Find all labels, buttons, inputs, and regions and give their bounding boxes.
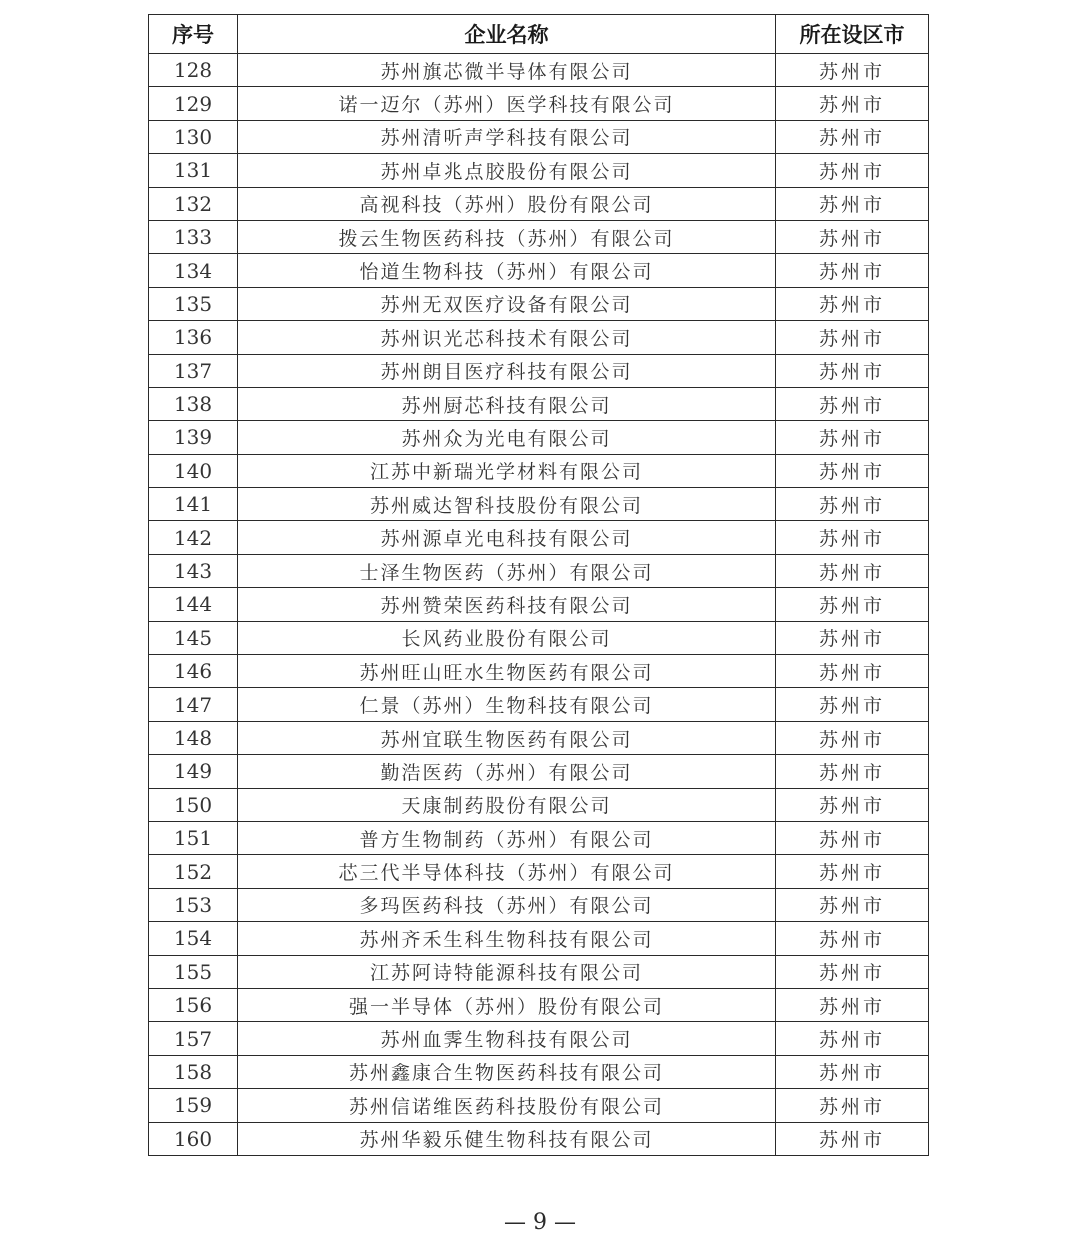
table-row xyxy=(149,1055,929,1088)
table-row xyxy=(149,120,929,153)
row-city: 苏州市 xyxy=(776,54,929,87)
row-index: 157 xyxy=(149,1022,238,1055)
row-index: 159 xyxy=(149,1089,238,1122)
row-company-name: 仁景（苏州）生物科技有限公司 xyxy=(238,688,776,721)
row-index: 143 xyxy=(149,554,238,587)
page-number: — 9 — xyxy=(504,1210,576,1235)
row-index: 152 xyxy=(149,855,238,888)
row-company-name: 苏州旗芯微半导体有限公司 xyxy=(238,54,776,87)
table-row xyxy=(149,421,929,454)
row-company-name: 苏州厨芯科技有限公司 xyxy=(238,387,776,420)
table-row xyxy=(149,888,929,921)
row-company-name: 苏州信诺维医药科技股份有限公司 xyxy=(238,1089,776,1122)
row-company-name: 苏州众为光电有限公司 xyxy=(238,421,776,454)
table-row xyxy=(149,655,929,688)
row-index: 132 xyxy=(149,187,238,220)
table-row xyxy=(149,287,929,320)
row-city: 苏州市 xyxy=(776,154,929,187)
table-row xyxy=(149,554,929,587)
row-city: 苏州市 xyxy=(776,488,929,521)
row-company-name: 江苏阿诗特能源科技有限公司 xyxy=(238,955,776,988)
row-index: 144 xyxy=(149,588,238,621)
row-city: 苏州市 xyxy=(776,554,929,587)
row-city: 苏州市 xyxy=(776,621,929,654)
table-row xyxy=(149,220,929,253)
row-index: 160 xyxy=(149,1122,238,1155)
row-company-name: 苏州旺山旺水生物医药有限公司 xyxy=(238,655,776,688)
table-row xyxy=(149,855,929,888)
row-company-name: 苏州威达智科技股份有限公司 xyxy=(238,488,776,521)
header-row xyxy=(149,15,929,54)
table-row xyxy=(149,87,929,120)
table-body xyxy=(149,54,929,1156)
row-index: 141 xyxy=(149,488,238,521)
table-row xyxy=(149,988,929,1021)
row-index: 154 xyxy=(149,922,238,955)
row-index: 131 xyxy=(149,154,238,187)
row-city: 苏州市 xyxy=(776,421,929,454)
table-row xyxy=(149,488,929,521)
row-index: 136 xyxy=(149,321,238,354)
row-index: 148 xyxy=(149,721,238,754)
row-index: 158 xyxy=(149,1055,238,1088)
row-city: 苏州市 xyxy=(776,788,929,821)
row-city: 苏州市 xyxy=(776,321,929,354)
row-city: 苏州市 xyxy=(776,187,929,220)
row-index: 140 xyxy=(149,454,238,487)
row-index: 133 xyxy=(149,220,238,253)
row-city: 苏州市 xyxy=(776,1022,929,1055)
row-company-name: 苏州宜联生物医药有限公司 xyxy=(238,721,776,754)
table-row xyxy=(149,721,929,754)
table-row xyxy=(149,354,929,387)
row-city: 苏州市 xyxy=(776,87,929,120)
row-index: 150 xyxy=(149,788,238,821)
table-row xyxy=(149,588,929,621)
row-company-name: 苏州赞荣医药科技有限公司 xyxy=(238,588,776,621)
row-city: 苏州市 xyxy=(776,888,929,921)
row-index: 137 xyxy=(149,354,238,387)
row-company-name: 苏州无双医疗设备有限公司 xyxy=(238,287,776,320)
row-company-name: 苏州源卓光电科技有限公司 xyxy=(238,521,776,554)
row-index: 139 xyxy=(149,421,238,454)
header-index: 序号 xyxy=(149,15,238,54)
table-row xyxy=(149,154,929,187)
table-row xyxy=(149,788,929,821)
row-company-name: 诺一迈尔（苏州）医学科技有限公司 xyxy=(238,87,776,120)
row-index: 146 xyxy=(149,655,238,688)
table-row xyxy=(149,521,929,554)
table-row xyxy=(149,1122,929,1155)
row-index: 129 xyxy=(149,87,238,120)
table-row xyxy=(149,755,929,788)
row-company-name: 苏州华毅乐健生物科技有限公司 xyxy=(238,1122,776,1155)
row-company-name: 苏州卓兆点胶股份有限公司 xyxy=(238,154,776,187)
row-index: 128 xyxy=(149,54,238,87)
row-company-name: 苏州血霁生物科技有限公司 xyxy=(238,1022,776,1055)
table-row xyxy=(149,621,929,654)
row-company-name: 普方生物制药（苏州）有限公司 xyxy=(238,821,776,854)
row-city: 苏州市 xyxy=(776,1055,929,1088)
row-company-name: 江苏中新瑞光学材料有限公司 xyxy=(238,454,776,487)
row-company-name: 士泽生物医药（苏州）有限公司 xyxy=(238,554,776,587)
row-index: 138 xyxy=(149,387,238,420)
row-city: 苏州市 xyxy=(776,922,929,955)
row-city: 苏州市 xyxy=(776,120,929,153)
table-row xyxy=(149,321,929,354)
table-row xyxy=(149,454,929,487)
enterprise-table xyxy=(148,14,929,1156)
row-city: 苏州市 xyxy=(776,721,929,754)
row-index: 149 xyxy=(149,755,238,788)
row-city: 苏州市 xyxy=(776,855,929,888)
row-company-name: 多玛医药科技（苏州）有限公司 xyxy=(238,888,776,921)
row-city: 苏州市 xyxy=(776,588,929,621)
row-city: 苏州市 xyxy=(776,755,929,788)
row-company-name: 勤浩医药（苏州）有限公司 xyxy=(238,755,776,788)
table-row xyxy=(149,922,929,955)
table-row xyxy=(149,821,929,854)
row-company-name: 拨云生物医药科技（苏州）有限公司 xyxy=(238,220,776,253)
row-city: 苏州市 xyxy=(776,454,929,487)
row-index: 145 xyxy=(149,621,238,654)
row-company-name: 怡道生物科技（苏州）有限公司 xyxy=(238,254,776,287)
row-company-name: 长风药业股份有限公司 xyxy=(238,621,776,654)
table-row xyxy=(149,54,929,87)
row-company-name: 芯三代半导体科技（苏州）有限公司 xyxy=(238,855,776,888)
row-company-name: 高视科技（苏州）股份有限公司 xyxy=(238,187,776,220)
table-row xyxy=(149,688,929,721)
row-city: 苏州市 xyxy=(776,821,929,854)
row-company-name: 苏州朗目医疗科技有限公司 xyxy=(238,354,776,387)
table-row xyxy=(149,1022,929,1055)
header-company-name: 企业名称 xyxy=(238,15,776,54)
table-row xyxy=(149,1089,929,1122)
row-city: 苏州市 xyxy=(776,988,929,1021)
table-row xyxy=(149,387,929,420)
header-city: 所在设区市 xyxy=(776,15,929,54)
row-company-name: 强一半导体（苏州）股份有限公司 xyxy=(238,988,776,1021)
row-index: 147 xyxy=(149,688,238,721)
row-city: 苏州市 xyxy=(776,521,929,554)
row-city: 苏州市 xyxy=(776,955,929,988)
row-city: 苏州市 xyxy=(776,254,929,287)
row-company-name: 苏州鑫康合生物医药科技有限公司 xyxy=(238,1055,776,1088)
row-city: 苏州市 xyxy=(776,387,929,420)
row-company-name: 苏州清听声学科技有限公司 xyxy=(238,120,776,153)
row-city: 苏州市 xyxy=(776,1089,929,1122)
row-city: 苏州市 xyxy=(776,220,929,253)
row-index: 155 xyxy=(149,955,238,988)
row-index: 130 xyxy=(149,120,238,153)
row-index: 134 xyxy=(149,254,238,287)
row-index: 156 xyxy=(149,988,238,1021)
table-row xyxy=(149,955,929,988)
row-city: 苏州市 xyxy=(776,655,929,688)
table-row xyxy=(149,254,929,287)
row-city: 苏州市 xyxy=(776,1122,929,1155)
row-city: 苏州市 xyxy=(776,354,929,387)
table-row xyxy=(149,187,929,220)
row-index: 151 xyxy=(149,821,238,854)
table-header xyxy=(149,15,929,54)
row-company-name: 天康制药股份有限公司 xyxy=(238,788,776,821)
row-index: 153 xyxy=(149,888,238,921)
row-company-name: 苏州齐禾生科生物科技有限公司 xyxy=(238,922,776,955)
row-index: 135 xyxy=(149,287,238,320)
row-index: 142 xyxy=(149,521,238,554)
row-city: 苏州市 xyxy=(776,688,929,721)
row-company-name: 苏州识光芯科技术有限公司 xyxy=(238,321,776,354)
row-city: 苏州市 xyxy=(776,287,929,320)
